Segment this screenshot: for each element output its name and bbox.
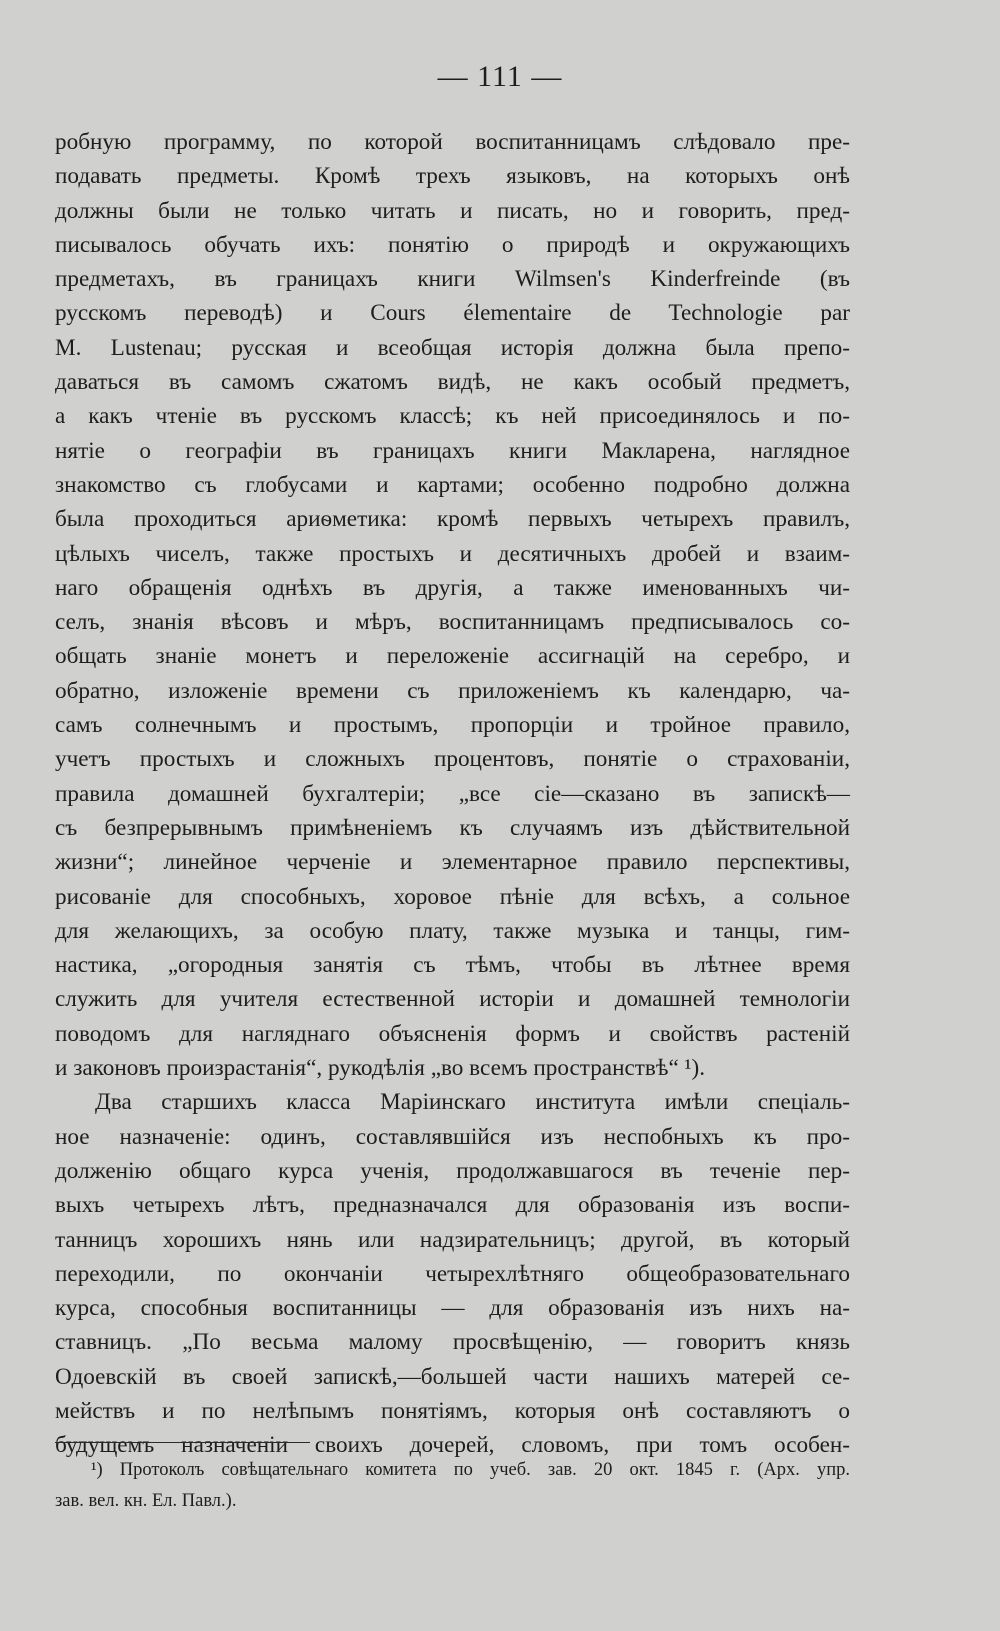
text-line: русскомъ переводѣ) и Cours élementaire de Technologie par	[55, 300, 850, 327]
text-line: робную программу, по которой воспитанницамъ слѣдовало пре-	[55, 129, 850, 155]
text-line: цѣлыхъ чиселъ, также простыхъ и десятичныхъ дробей и взаим-	[55, 540, 850, 567]
text-line: мействъ и по нелѣпымъ понятіямъ, которыя онѣ составляютъ о	[55, 1397, 850, 1424]
text-line: настика, „огородныя занятія съ тѣмъ, чтобы въ лѣтнее время	[55, 952, 850, 979]
text-line: была проходиться ариѳметика: кромѣ первыхъ четырехъ правилъ,	[55, 506, 850, 533]
text-line: съ безпрерывнымъ примѣненіемъ къ случаямъ изъ дѣйствительной	[55, 814, 850, 841]
footnote-line: зав. вел. кн. Ел. Павл.).	[55, 1491, 237, 1511]
text-line: даваться въ самомъ сжатомъ видѣ, не какъ особый предметъ,	[55, 369, 850, 396]
footnote-divider	[55, 1442, 310, 1443]
paragraph-start-line: Два старшихъ класса Маріинскаго института имѣли спеціаль-	[95, 1089, 850, 1116]
footnote-line: ¹) Протоколъ совѣщательнаго комитета по учеб. зав. 20 окт. 1845 г. (Арх. упр.	[91, 1460, 850, 1480]
text-line: должны были не только читать и писать, но и говорить, пред-	[55, 197, 850, 224]
page-number: — 111 —	[437, 60, 563, 93]
text-line: общать знаніе монетъ и переложеніе ассигнацій на серебро, и	[55, 643, 850, 670]
text-line: M. Lustenau; русская и всеобщая исторія должна была препо-	[55, 334, 850, 361]
body-text	[55, 125, 850, 1463]
text-line: танницъ хорошихъ нянь или надзирательницъ; другой, въ который	[55, 1226, 850, 1253]
text-line: служить для учителя естественной исторіи и домашней темнологіи	[55, 986, 850, 1013]
text-line: писывалось обучать ихъ: понятію о природѣ и окружающихъ	[55, 231, 850, 258]
text-line: рисованіе для способныхъ, хоровое пѣніе для всѣхъ, а сольное	[55, 883, 850, 910]
text-line: поводомъ для нагляднаго объясненія формъ и свойствъ растеній	[55, 1020, 850, 1047]
text-line: обратно, изложеніе времени съ приложеніемъ къ календарю, ча-	[55, 677, 850, 704]
text-line: ставницъ. „По весьма малому просвѣщенію, — говоритъ князь	[55, 1329, 850, 1356]
text-line: выхъ четырехъ лѣтъ, предназначался для образованія изъ воспи-	[55, 1192, 850, 1219]
text-line: долженію общаго курса ученія, продолжавшагося въ теченіе пер-	[55, 1157, 850, 1184]
text-line: переходили, по окончаніи четырехлѣтняго общеобразовательнаго	[55, 1260, 850, 1287]
text-line: правила домашней бухгалтеріи; „все сіе—сказано въ запискѣ—	[55, 780, 850, 807]
text-line: наго обращенія однѣхъ въ другія, а также именованныхъ чи-	[55, 574, 850, 601]
text-line: учетъ простыхъ и сложныхъ процентовъ, понятіе о страхованіи,	[55, 746, 850, 773]
text-line: ное назначеніе: одинъ, составлявшійся изъ неспобныхъ къ про-	[55, 1123, 850, 1150]
paragraph-end-line: и законовъ произрастанія“, рукодѣлія „во всемъ пространствѣ“ ¹).	[55, 1055, 706, 1082]
text-line: а какъ чтеніе въ русскомъ классѣ; къ ней присоединялось и по-	[55, 403, 850, 430]
text-line: самъ солнечнымъ и простымъ, пропорціи и тройное правило,	[55, 712, 850, 739]
text-line: курса, способныя воспитанницы — для образованія изъ нихъ на-	[55, 1295, 850, 1322]
footnotes	[55, 1455, 850, 1517]
text-line: нятіе о географіи въ границахъ книги Макларена, наглядное	[55, 437, 850, 464]
text-line: жизни“; линейное черченіе и элементарное правило перспективы,	[55, 849, 850, 876]
text-line: селъ, знанія вѣсовъ и мѣръ, воспитанницамъ предписывалось со-	[55, 609, 850, 636]
text-line: подавать предметы. Кромѣ трехъ языковъ, на которыхъ онѣ	[55, 163, 850, 190]
text-line: предметахъ, въ границахъ книги Wilmsen's Kinderfreinde (въ	[55, 266, 850, 293]
text-line: знакомство съ глобусами и картами; особенно подробно должна	[55, 471, 850, 498]
text-line: для желающихъ, за особую плату, также музыка и танцы, гим-	[55, 917, 850, 944]
text-line: Одоевскій въ своей запискѣ,—большей части нашихъ матерей се-	[55, 1363, 850, 1390]
text-line: будущемъ назначеніи своихъ дочерей, словомъ, при томъ особен-	[55, 1432, 850, 1459]
